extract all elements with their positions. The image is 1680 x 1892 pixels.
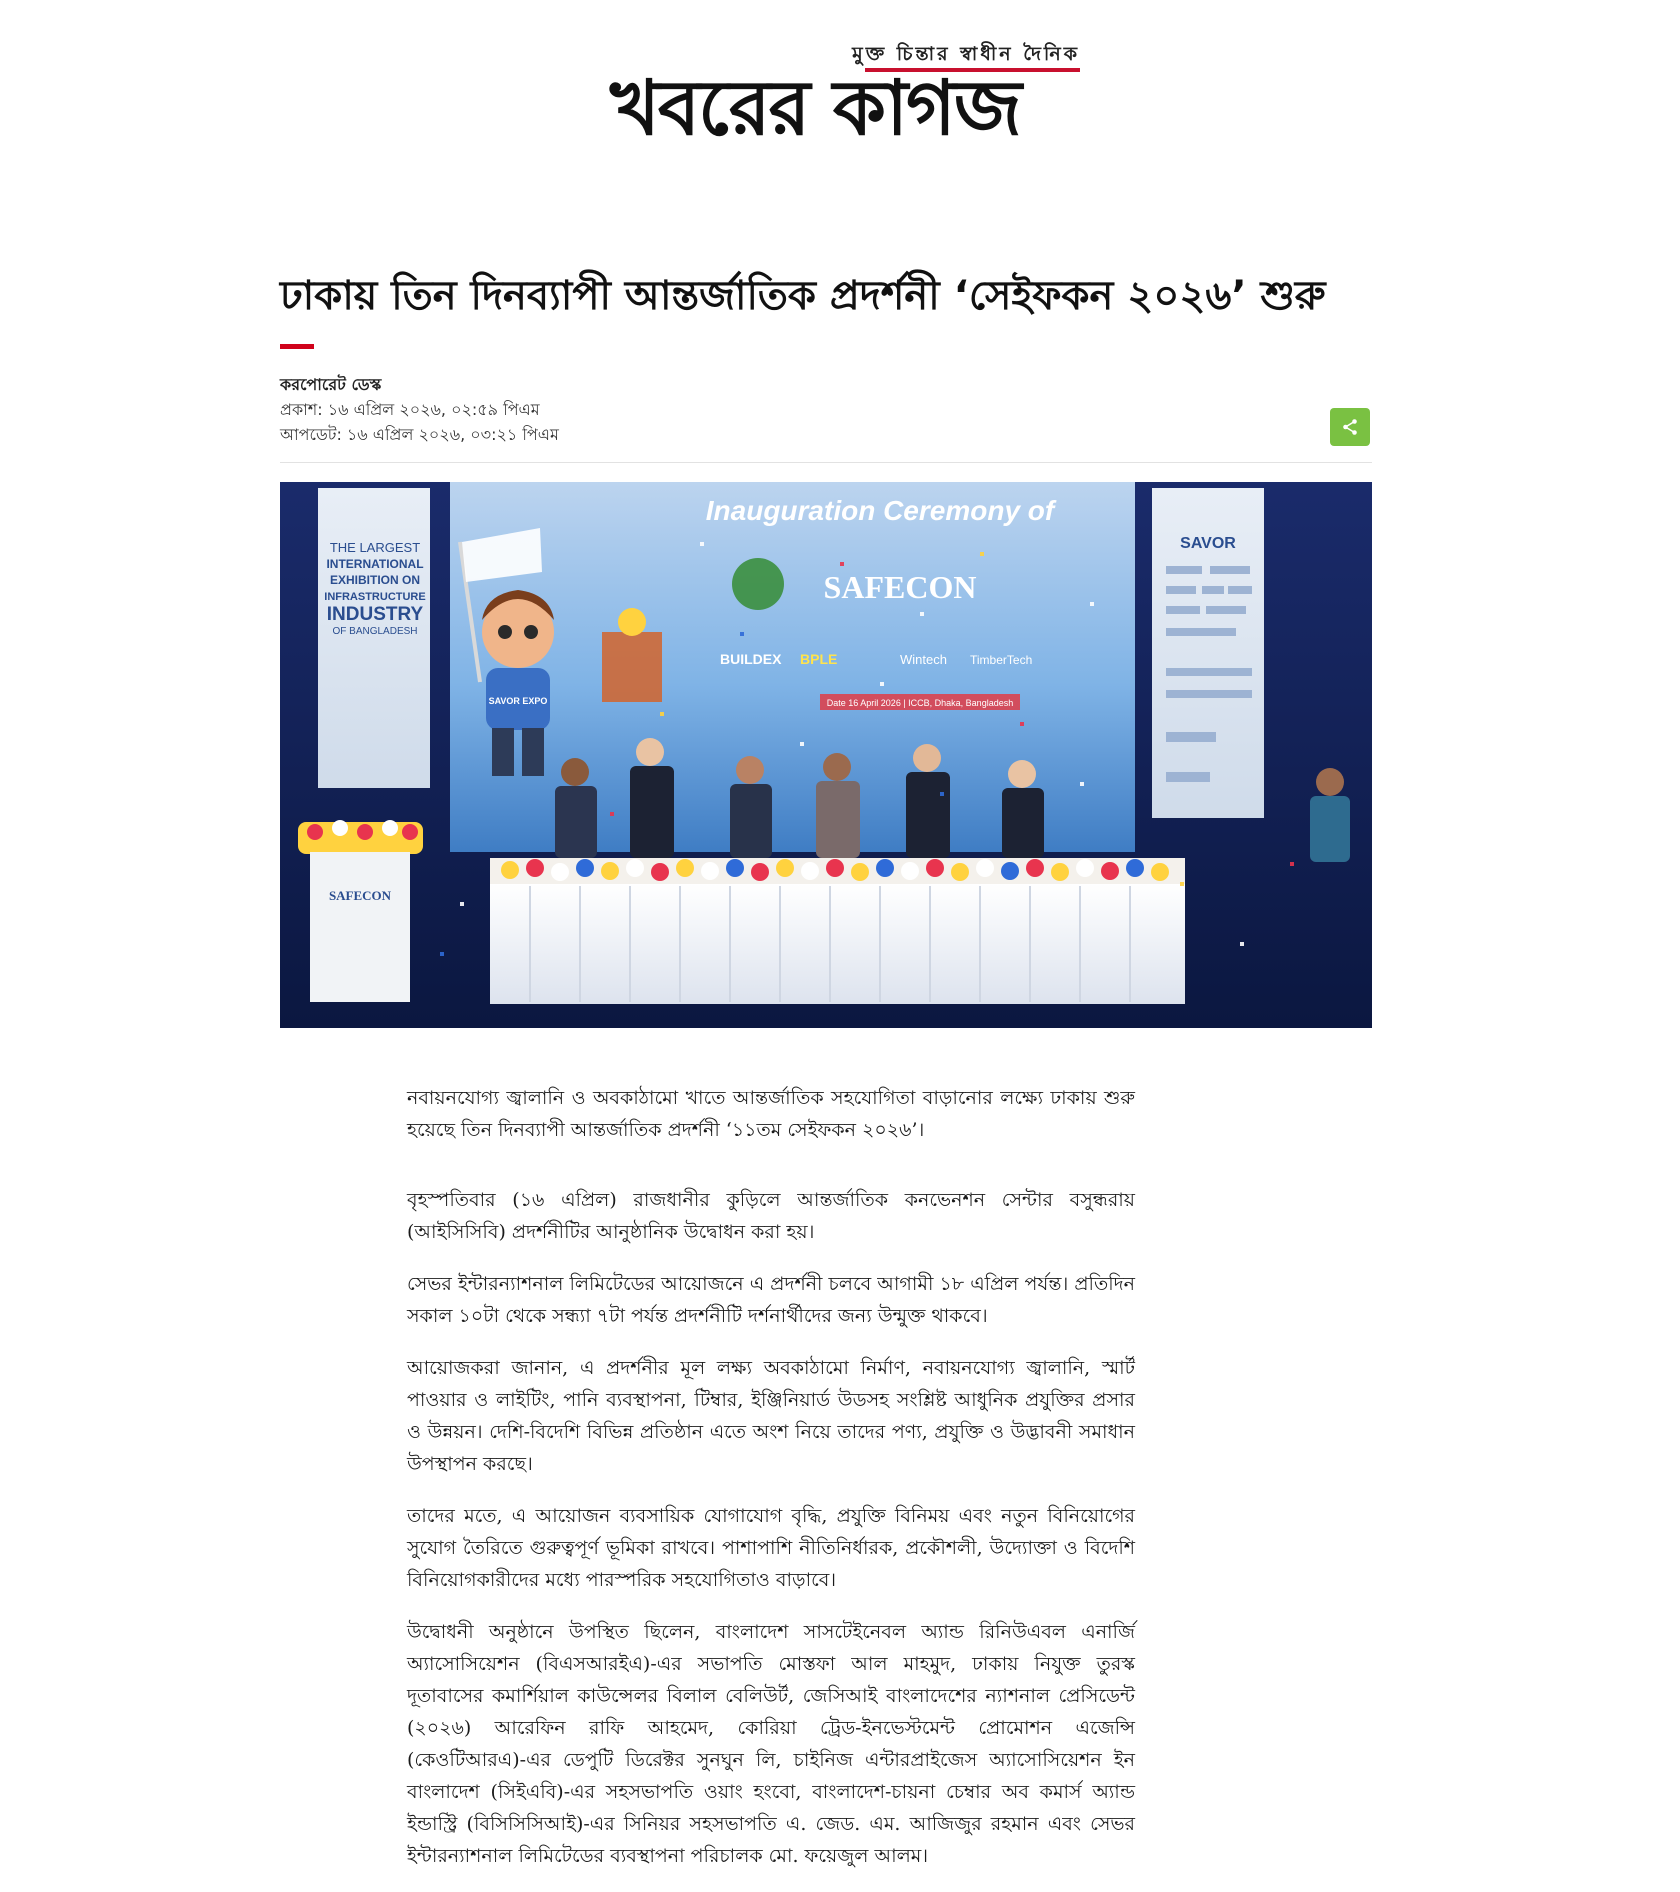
meta-divider: [280, 462, 1372, 463]
share-button[interactable]: [1330, 408, 1370, 446]
article-meta: [280, 372, 559, 447]
banner-title: Inauguration Ceremony of: [705, 495, 1055, 526]
headline-accent-rule: [280, 344, 314, 349]
svg-text:INTERNATIONAL: INTERNATIONAL: [326, 557, 424, 571]
partner-logo: BUILDEX: [720, 651, 782, 667]
partner-logo: BPLE: [800, 651, 838, 667]
share-icon: [1341, 418, 1359, 436]
date-strip: Date 16 April 2026 | ICCB, Dhaka, Bangladesh: [826, 698, 1014, 708]
updated-time: আপডেট: ১৬ এপ্রিল ২০২৬, ০৩:২১ পিএম: [280, 425, 559, 444]
svg-text:OF BANGLADESH: OF BANGLADESH: [332, 626, 418, 637]
article-paragraph: তাদের মতে, এ আয়োজন ব্যবসায়িক যোগাযোগ বৃদ্ধি, প্রযুক্তি বিনিময় এবং নতুন বিনিয়োগের সুযোগ তৈরিতে গুরুত্বপূর্ণ ভূমিকা রাখবে। পাশাপাশি নীতিনির্ধারক, প্রকৌশলী, উদ্যোক্তা ও বিদেশি বিনিয়োগকারীদের মধ্যে পারস্পরিক সহযোগিতাও বাড়াবে।: [407, 1505, 1135, 1591]
svg-text:THE LARGEST: THE LARGEST: [329, 540, 421, 555]
podium-label: SAFECON: [328, 888, 392, 903]
article-author[interactable]: করপোরেট ডেস্ক: [280, 375, 382, 394]
article-paragraph: সেভর ইন্টারন্যাশনাল লিমিটেডের আয়োজনে এ প্রদর্শনী চলবে আগামী ১৮ এপ্রিল পর্যন্ত। প্রতিদিন সকাল ১০টা থেকে সন্ধ্যা ৭টা পর্যন্ত প্রদর্শনীটি দর্শনার্থীদের জন্য উন্মুক্ত থাকবে।: [407, 1273, 1135, 1327]
masthead[interactable]: [610, 40, 1080, 152]
event-logo: SAFECON: [823, 569, 977, 605]
partner-logo: Wintech: [900, 652, 947, 667]
article-body: [407, 1082, 1135, 1892]
article-paragraph: আয়োজকরা জানান, এ প্রদর্শনীর মূল লক্ষ্য অবকাঠামো নির্মাণ, নবায়নযোগ্য জ্বালানি, স্মার্ট পাওয়ার ও লাইটিং, পানি ব্যবস্থাপনা, টিম্বার, ইঞ্জিনিয়ার্ড উডসহ সংশ্লিষ্ট আধুনিক প্রযুক্তির প্রসার ও উন্নয়ন। দেশি-বিদেশি বিভিন্ন প্রতিষ্ঠান এতে অংশ নিয়ে তাদের পণ্য, প্রযুক্তি ও উদ্ভাবনী সমাধান উপস্থাপন করছে।: [407, 1357, 1135, 1475]
organizer-logo: SAVOR: [1180, 535, 1236, 552]
partner-logo: TimberTech: [970, 653, 1033, 667]
article-paragraph: উদ্বোধনী অনুষ্ঠানে উপস্থিত ছিলেন, বাংলাদেশ সাসটেইনেবল অ্যান্ড রিনিউএবল এনার্জি অ্যাসোসিয়েশন (বিএসআরইএ)-এর সভাপতি মোস্তফা আল মাহমুদ, ঢাকায় নিযুক্ত তুরস্ক দূতাবাসের কমার্শিয়াল কাউন্সেলর বিলাল বেলিউর্ট, জেসিআই বাংলাদেশের ন্যাশনাল প্রেসিডেন্ট (২০২৬) আরেফিন রাফি আহমেদ, কোরিয়া ট্রেড-ইনভেস্টমেন্ট প্রোমোশন এজেন্সি (কেওটিআরএ)-এর ডেপুটি ডিরেক্টর সুনঘুন লি, চাইনিজ এন্টারপ্রাইজেস অ্যাসোসিয়েশন ইন বাংলাদেশ (সিইএবি)-এর সহসভাপতি ওয়াং হংবো, বাংলাদেশ-চায়না চেম্বার অব কমার্স অ্যান্ড ইন্ডাস্ট্রি (বিসিসিসিআই)-এর সিনিয়র সহসভাপতি এ. জেড. এম. আজিজুর রহমান এবং সেভর ইন্টারন্যাশনাল লিমিটেডের ব্যবস্থাপনা পরিচালক মো. ফয়েজুল আলম।: [407, 1621, 1135, 1867]
svg-text:INDUSTRY: INDUSTRY: [326, 604, 424, 625]
svg-text:INFRASTRUCTURE: INFRASTRUCTURE: [324, 591, 426, 603]
mascot-shirt-text: SAVOR EXPO: [488, 696, 548, 706]
article-headline: ঢাকায় তিন দিনব্যাপী আন্তর্জাতিক প্রদর্শনী ‘সেইফকন ২০২৬’ শুরু: [280, 273, 1326, 319]
site-logo[interactable]: খবরের কাগজ: [610, 63, 1020, 152]
article-paragraph: বৃহস্পতিবার (১৬ এপ্রিল) রাজধানীর কুড়িলে আন্তর্জাতিক কনভেনশন সেন্টার বসুন্ধরায় (আইসিসিবি) প্রদর্শনীটির আনুষ্ঠানিক উদ্বোধন করা হয়।: [407, 1189, 1135, 1243]
published-time: প্রকাশ: ১৬ এপ্রিল ২০২৬, ০২:৫৯ পিএম: [280, 400, 540, 419]
podium: [298, 820, 423, 1002]
svg-text:EXHIBITION ON: EXHIBITION ON: [329, 573, 421, 587]
masthead-tagline: মুক্ত চিন্তার স্বাধীন দৈনিক: [852, 43, 1080, 65]
article-paragraph: নবায়নযোগ্য জ্বালানি ও অবকাঠামো খাতে আন্তর্জাতিক সহযোগিতা বাড়ানোর লক্ষ্যে ঢাকায় শুরু হয়েছে তিন দিনব্যাপী আন্তর্জাতিক প্রদর্শনী ‘১১তম সেইফকন ২০২৬’।: [407, 1087, 1135, 1141]
hero-photo: [280, 482, 1372, 1028]
